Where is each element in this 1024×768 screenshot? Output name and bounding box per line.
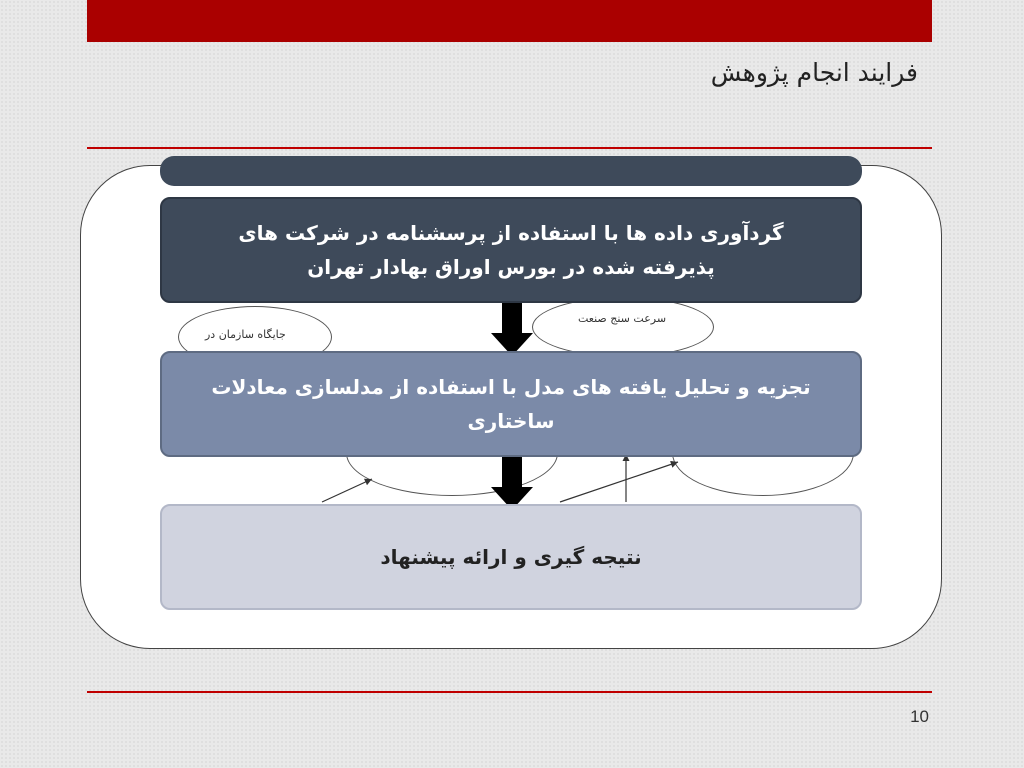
slide-title: فرایند انجام پژوهش — [710, 58, 918, 87]
thin-arrow-middle — [560, 462, 678, 502]
thin-arrow-left — [322, 479, 372, 502]
step-2-label: تجزیه و تحلیل یافته های مدل با استفاده از مدلسازی معادلات ساختاری — [211, 375, 811, 433]
background-oval-right-label: سرعت سنج صنعت — [578, 312, 667, 325]
step-3-label: نتیجه گیری و ارائه پیشنهاد — [380, 545, 642, 569]
step-2-analysis — [160, 351, 862, 457]
flow-arrow-2 — [491, 457, 533, 510]
step-1-label: گردآوری داده ها با استفاده از پرسشنامه در شرکت های پذیرفته شده در بورس اوراق بهادار تهران — [238, 221, 784, 279]
bottom-divider — [87, 691, 932, 693]
background-oval-left-label: جایگاه سازمان در — [205, 328, 286, 341]
step-3-conclusion — [160, 504, 862, 610]
step-1-data-collection — [160, 197, 862, 303]
flow-arrow-1 — [491, 303, 533, 356]
page-number: 10 — [910, 707, 929, 726]
